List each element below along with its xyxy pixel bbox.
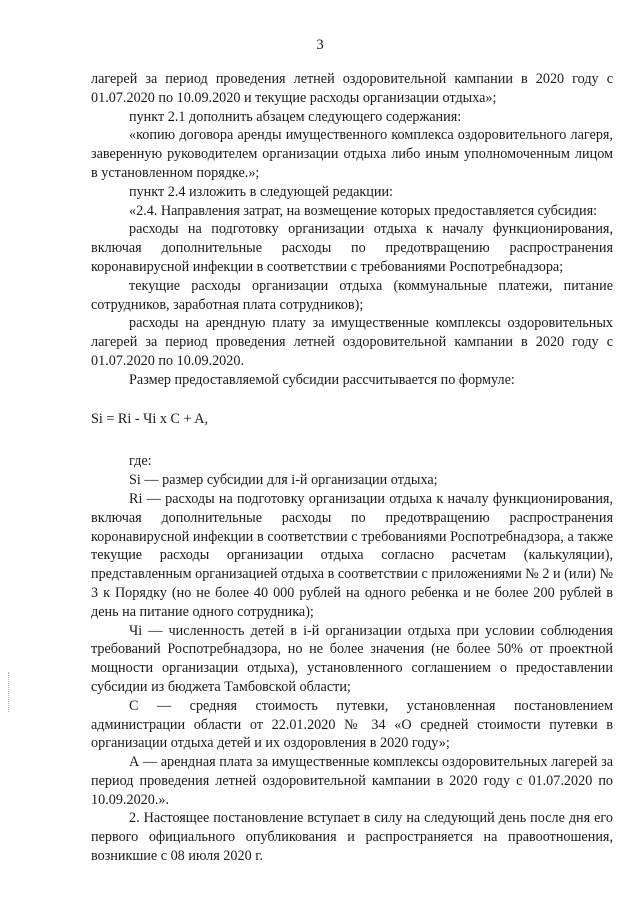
subsidy-formula: Si = Ri - Чi x C + A, — [91, 410, 209, 427]
definition-c: С — средняя стоимость путевки, установленная постановлением администрации области от 22.01.2020 № 34 «О средней стоимости путевки в организации отдыха детей и их оздоровления в 2020 году»; — [91, 697, 613, 752]
definition-intro: где: — [129, 453, 152, 470]
definition-chi: Чi — численность детей в i-й организации отдыха при условии соблюдения требований Роспотребнадзора, но не более значения (не более 50% от проектной мощности организации отдыха), установленного соглашением о предоставлении субсидии из бюджета Тамбовской области; — [91, 622, 613, 695]
paragraph: Размер предоставляемой субсидии рассчитывается по формуле: — [129, 371, 515, 388]
scan-edge-mark — [8, 672, 10, 712]
paragraph: пункт 2.1 дополнить абзацем следующего содержания: — [129, 108, 462, 125]
paragraph: расходы на арендную плату за имущественные комплексы оздоровительных лагерей за период проведения летней оздоровительной кампании в 2020 году с 01.07.2020 по 10.09.2020. — [91, 315, 613, 369]
paragraph: «копию договора аренды имущественного комплекса оздоровительного лагеря, заверенную руководителем организации отдыха либо иным уполномоченным лицом в установленном порядке.»; — [91, 127, 613, 181]
definition-ri: Ri — расходы на подготовку организации отдыха к началу функционирования, включая дополнительные расходы по предотвращению распространения коронавирусной инфекции в соответствии с требованиями Роспотребнадзора, а также текущие расходы организации отдыха согласно расчетам (калькуляции), представленным организацией отдыха в соответствии с приложениями № 2 и (или) № 3 к Порядку (но не более 40 000 рублей на одного ребенка и не более 200 рублей в день на питание одного сотрудника); — [91, 490, 613, 620]
paragraph: текущие расходы организации отдыха (коммунальные платежи, питание сотрудников, заработная плата сотрудников); — [91, 277, 613, 313]
effective-date-clause: 2. Настоящее постановление вступает в силу на следующий день после дня его первого официального опубликования и распространяется на правоотношения, возникшие с 08 июля 2020 г. — [91, 810, 613, 865]
document-body — [91, 70, 613, 866]
paragraph: «2.4. Направления затрат, на возмещение которых предоставляется субсидия: — [129, 202, 598, 219]
paragraph: лагерей за период проведения летней оздоровительной кампании в 2020 году с 01.07.2020 по 10.09.2020 и текущие расходы организации отдыха»; — [91, 71, 613, 106]
paragraph: расходы на подготовку организации отдыха к началу функционирования, включая дополнительные расходы по предотвращению распространения коронавирусной инфекции в соответствии с требованиями Роспотребнадзора; — [91, 221, 613, 275]
definition-si: Si — размер субсидии для i-й организации отдыха; — [129, 472, 438, 489]
paragraph: пункт 2.4 изложить в следующей редакции: — [129, 183, 393, 200]
definition-a: А — арендная плата за имущественные комплексы оздоровительных лагерей за период проведения летней оздоровительной кампании в 2020 году с 01.07.2020 по 10.09.2020.». — [91, 754, 613, 808]
page-number: 3 — [316, 37, 324, 53]
